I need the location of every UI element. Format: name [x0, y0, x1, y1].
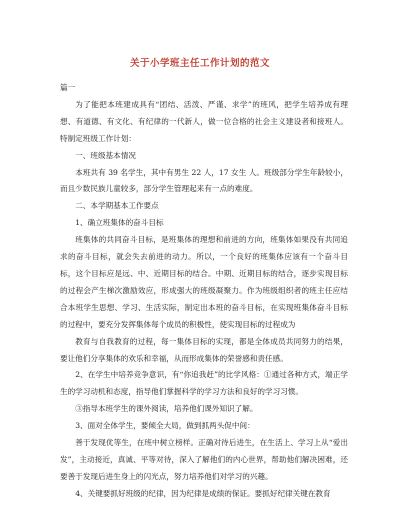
- paragraph-goal: 班集体的共同奋斗目标，是班集体的理想和前进的方向，班集体如果没有共同追求的奋斗目标，就会失去前进的动力。所以，一个良好的班集体应该有一个奋斗目标，这个目标应是远、中、近期目标的结合。中期、近期目标的结合，逐步实现目标的过程会产生梯次激励效应，形成强大的班级凝聚力。作为班级组织者的班主任应结合本班学生思想、学习、生活实际，制定出本班的奋斗目标，在实现班集体奋斗目标的过程中，要充分发挥集体每个成员的积极性，使实现目标的过程成为: [60, 235, 348, 329]
- paragraph-top-students: 善于发现优等生，在班中树立榜样。正确对待后进生，在生活上、学习上从“爱出发”，主动接近，真诚、平等对待，深入了解他们的内心世界，帮助他们解决困难，还要善于发现后进生身上的闪光点，努力培养他们对学习的兴趣。: [60, 438, 348, 481]
- document-title: 关于小学班主任工作计划的范文: [129, 58, 270, 69]
- document-body: [60, 80, 348, 503]
- paragraph-self-education: 教育与自我教育的过程，每一集体目标的实现，都是全体成员共同努力的结果，要让他们分享集体的欢乐和幸福，从而形成集体的荣誉感和责任感。: [60, 336, 348, 363]
- paragraph-all-students: 3、面对全体学生，要倾全大局，做到抓两头促中间：: [75, 421, 255, 431]
- paragraph-intro: 为了能把本班建成具有“团结、活泼、严谨、求学”的班风，把学生培养成有理想、有道德、有文化、有纪律的一代新人，做一位合格的社会主义建设者和接班人。特制定班级工作计划：: [60, 99, 348, 143]
- paragraph-competition: 2、在学生中培养竞争意识，有“你追我赶”的比学风格：①通过各种方式，端正学生的学习动机和态度，指导他们掌握科学的学习方法和良好的学习习惯。: [60, 370, 348, 397]
- paragraph-class-situation: 本班共有 39 名学生，其中有男生 22 人，17 女生 人。班级部分学生年龄较小，而且少数民族儿童较多，部分学生管理起来有一点的难度。: [60, 167, 348, 194]
- heading-goal: 1、确立班集体的奋斗目标: [75, 218, 164, 228]
- section-label: 篇一: [60, 83, 76, 92]
- paragraph-reading: ③指导本班学生的课外阅读，培养他们课外知识了解。: [75, 404, 258, 414]
- heading-class-situation: 一、班级基本情况: [75, 150, 136, 160]
- paragraph-discipline: 4、关键要抓好班级的纪律，因为纪律是成绩的保证。要抓好纪律关键在教育: [75, 488, 331, 498]
- heading-work-points: 二、本学期基本工作要点: [75, 201, 159, 211]
